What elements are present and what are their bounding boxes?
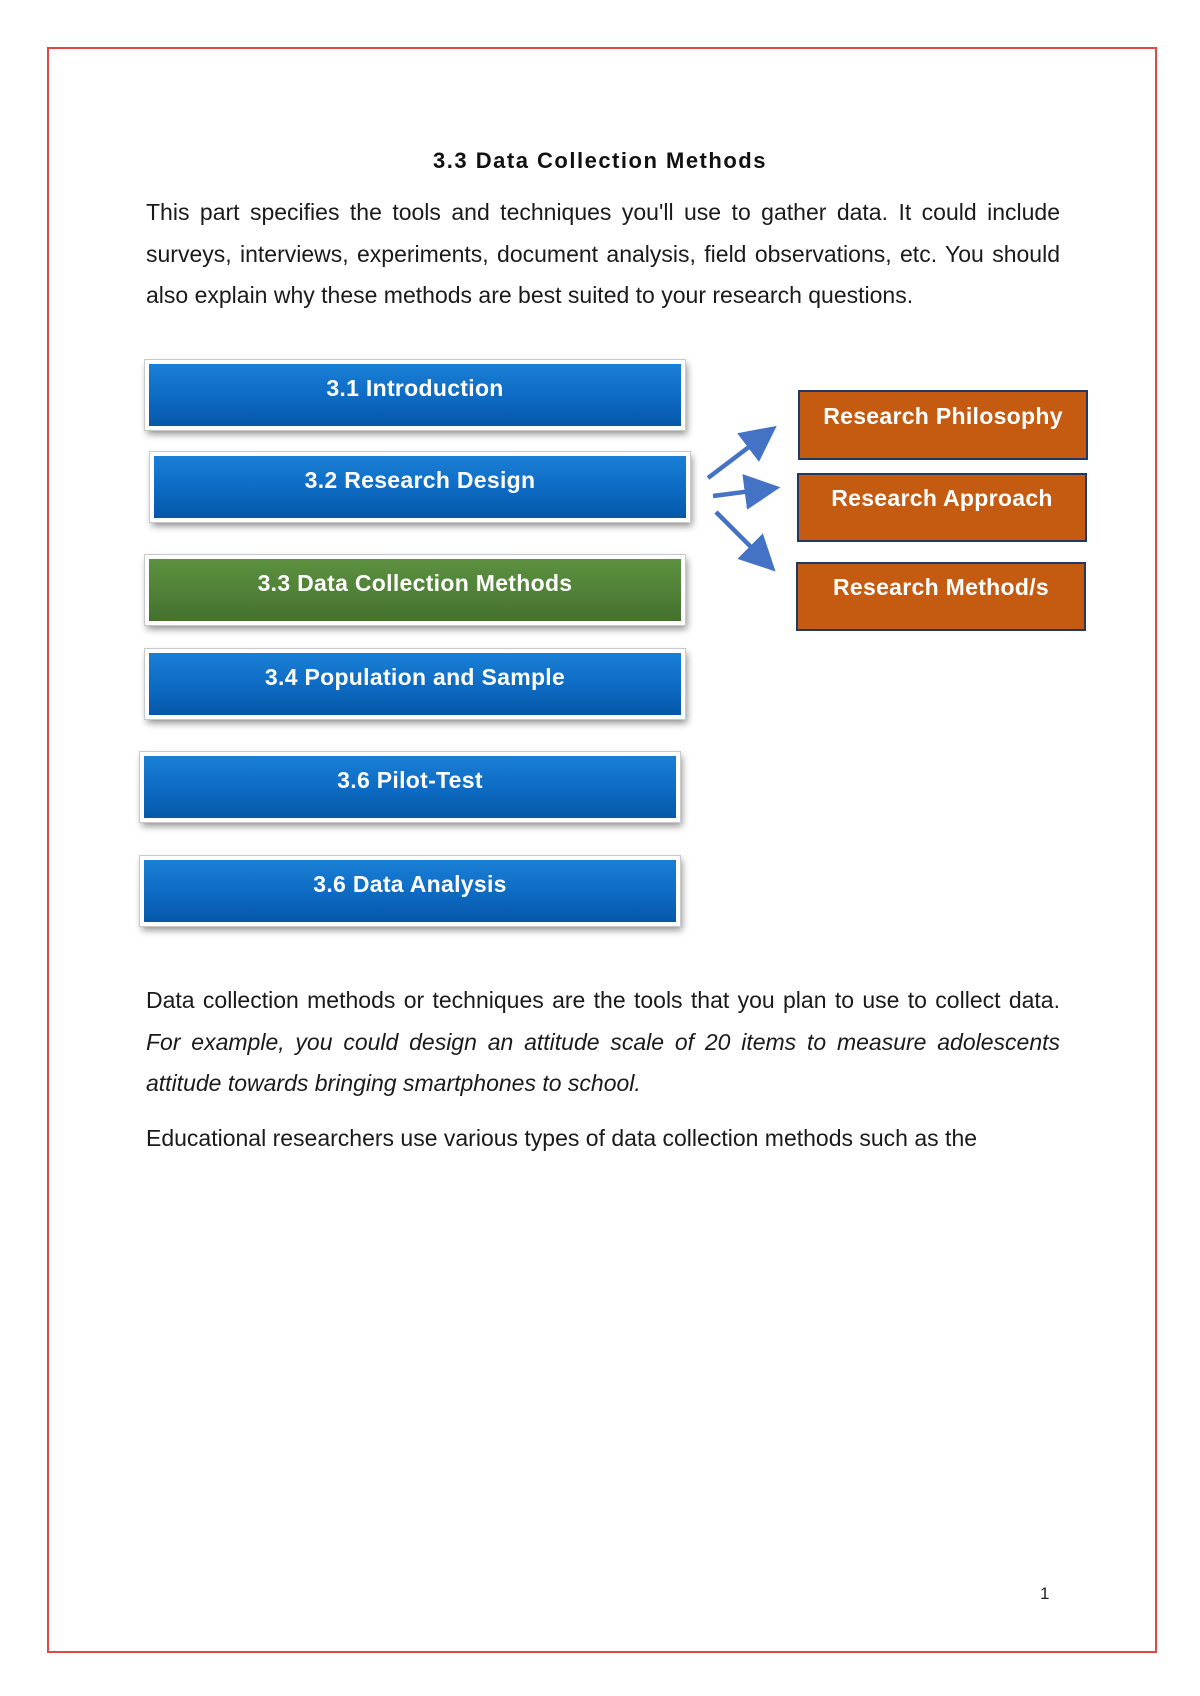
section-box-label: 3.1 Introduction — [326, 374, 504, 401]
section-heading: 3.3 Data Collection Methods — [433, 148, 767, 173]
component-box-label: Research Method/s — [833, 574, 1049, 600]
component-box-label: Research Philosophy — [823, 402, 1063, 429]
component-box-research-approach — [797, 473, 1087, 542]
section-box-label: 3.3 Data Collection Methods — [257, 569, 573, 596]
section-box-label: 3.2 Research Design — [304, 466, 536, 493]
component-box-research-philosophy — [798, 390, 1088, 460]
section-box-label: 3.4 Population and Sample — [264, 663, 566, 690]
arrow-to-approach — [713, 489, 767, 496]
researchers-paragraph: Educational researchers use various types of data collection methods such as the — [146, 1125, 978, 1151]
component-box-label: Research Approach — [831, 485, 1053, 511]
component-box-research-methods — [796, 562, 1086, 631]
arrow-to-methods — [716, 512, 766, 562]
section-box-label: 3.6 Pilot-Test — [337, 766, 483, 793]
intro-paragraph: This part specifies the tools and techniques you'll use to gather data. It could include surveys, interviews, experiments, document analysis, field observations, etc. You should also explain why these methods are best suited to your research questions. — [146, 199, 1060, 308]
section-box-label: 3.6 Data Analysis — [313, 870, 507, 897]
methods-paragraph-text: Data collection methods or techniques are the tools that you plan to use to collect data. — [146, 987, 1060, 1013]
arrow-to-philosophy — [708, 434, 766, 478]
example-text: For example, you could design an attitude scale of 20 items to measure adolescents attitude towards bringing smartphones to school. — [146, 1028, 1060, 1096]
methods-paragraph — [146, 980, 1060, 1105]
page-number: 1 — [1040, 1584, 1050, 1603]
